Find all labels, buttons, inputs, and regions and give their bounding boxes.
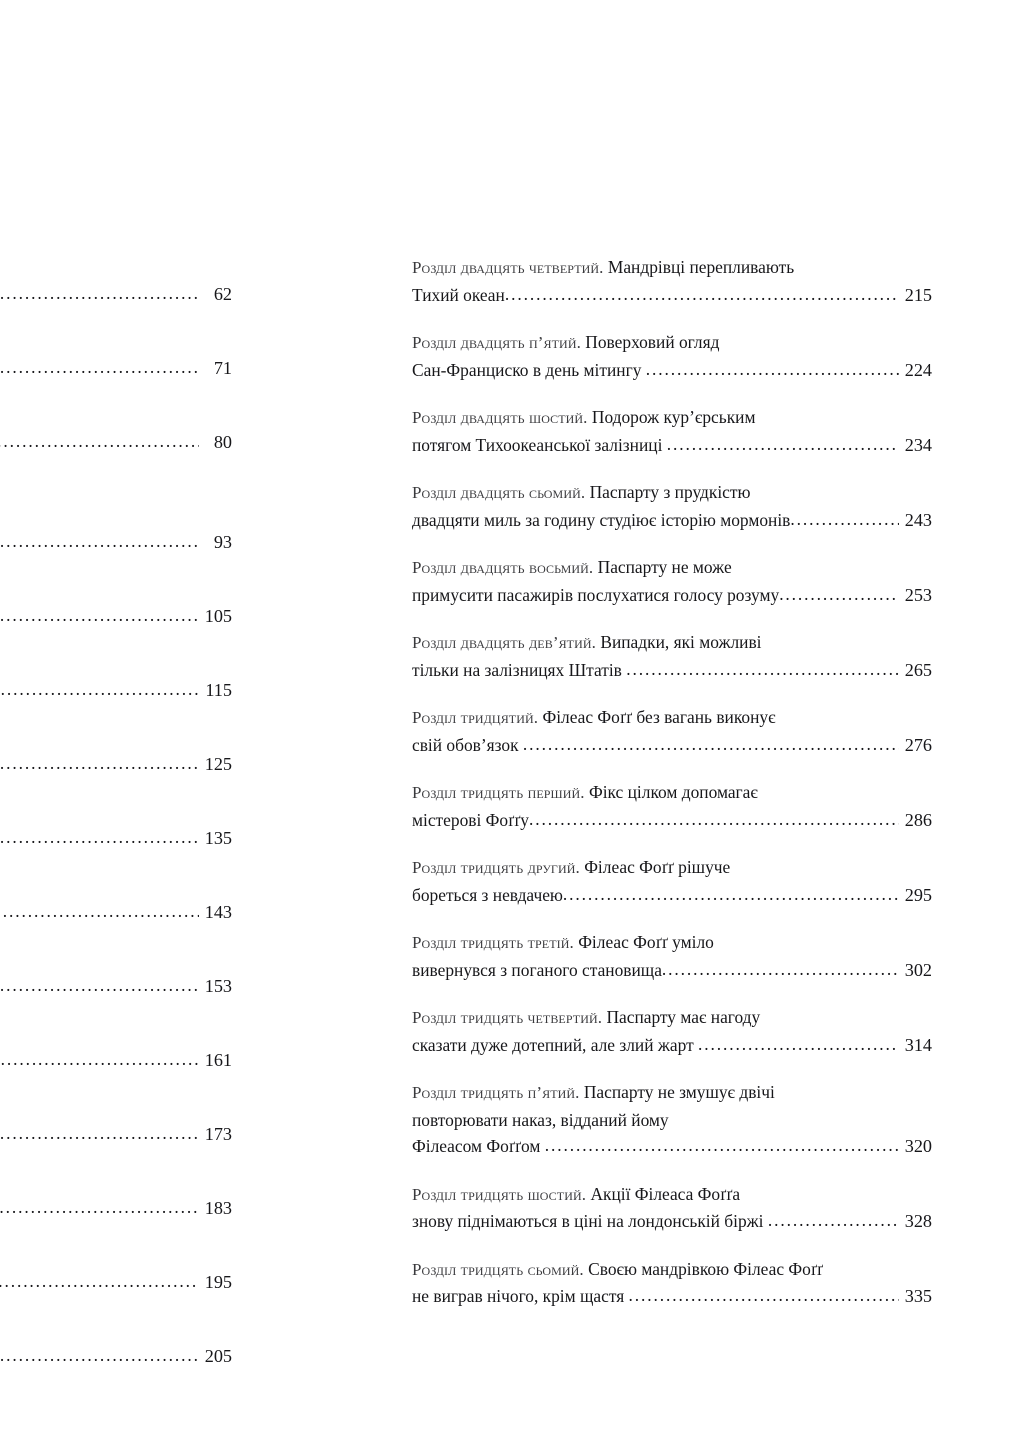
chapter-title: Філеас Фоґґ уміло xyxy=(573,932,714,952)
toc-entry-text xyxy=(0,476,232,529)
chapter-title-tail: знову піднімаються в ціні на лондонській біржі xyxy=(412,1211,768,1231)
toc-page-number: 183 xyxy=(204,1198,232,1218)
toc-entry-heading xyxy=(412,1256,932,1284)
toc-page-number: 153 xyxy=(204,976,232,996)
toc-leader-line xyxy=(0,1343,232,1370)
chapter-label: Розділ двадцять четвертий. xyxy=(412,258,604,277)
toc-leader-line xyxy=(0,529,232,556)
dot-leader xyxy=(0,824,199,851)
toc-entry-line xyxy=(0,1169,232,1196)
toc-page-number: 105 xyxy=(204,606,232,626)
toc-page-number: 320 xyxy=(904,1136,932,1156)
toc-entry-heading xyxy=(412,854,932,882)
chapter-title: Паспарту не змушує двічі xyxy=(579,1082,775,1102)
toc-page-number: 253 xyxy=(904,584,932,605)
chapter-title-tail: тільки на залізницях Штатів xyxy=(412,659,627,680)
toc-page-number: 335 xyxy=(904,1286,932,1306)
dot-leader xyxy=(626,656,899,683)
chapter-title-tail: Філеасом Фоґґом xyxy=(412,1136,545,1156)
chapter-title-tail: сказати дуже дотепний, але злий жарт xyxy=(412,1034,699,1055)
toc-entry-heading xyxy=(412,479,932,507)
toc-leader-line xyxy=(412,1283,932,1310)
dot-leader xyxy=(698,1031,899,1058)
toc-entry-heading xyxy=(412,1004,932,1032)
toc-leader-line xyxy=(0,603,232,630)
toc-entry-line xyxy=(0,725,232,752)
dot-leader xyxy=(0,972,199,999)
chapter-title: Поверховий огляд xyxy=(580,332,720,352)
toc-entry-heading xyxy=(412,779,932,807)
chapter-label: Розділ тридцять сьомий. xyxy=(412,1259,584,1279)
toc-entry-line xyxy=(0,254,232,281)
dot-leader xyxy=(0,1046,199,1073)
toc-page-number: 276 xyxy=(904,734,932,755)
toc-entry[interactable] xyxy=(0,1169,232,1222)
dot-leader xyxy=(0,1120,199,1147)
toc-page-number: 302 xyxy=(904,959,932,980)
dot-leader xyxy=(768,1207,899,1234)
chapter-title-tail: вивернувся з поганого становища xyxy=(412,959,662,980)
toc-leader-line xyxy=(0,1195,232,1222)
toc-page-number: 314 xyxy=(904,1034,932,1055)
chapter-title: Паспарту з прудкістю xyxy=(585,482,751,502)
toc-entry-line xyxy=(0,651,232,678)
chapter-label: Розділ тридцять четвертий. xyxy=(412,1008,603,1027)
toc-leader-line xyxy=(0,355,232,382)
toc-page-number: 135 xyxy=(204,828,232,848)
chapter-label: Розділ двадцять шостий. xyxy=(412,408,588,427)
toc-entry-heading xyxy=(412,929,932,957)
dot-leader xyxy=(563,881,899,908)
toc-entry[interactable] xyxy=(0,725,232,778)
dot-leader xyxy=(529,806,899,833)
toc-entry-ch32[interactable] xyxy=(412,854,932,908)
toc-leader-line xyxy=(412,282,932,309)
toc-entry-line xyxy=(0,1021,232,1048)
dot-leader xyxy=(545,1132,899,1159)
chapter-label: Розділ двадцять дев’ятий. xyxy=(412,633,596,652)
toc-leader-line xyxy=(412,1208,932,1235)
toc-entry-line xyxy=(0,503,232,530)
chapter-title-tail: потягом Тихоокеанської залізниці xyxy=(412,434,667,455)
toc-entry-text xyxy=(0,947,232,974)
dot-leader xyxy=(505,281,899,308)
toc-page-number: 328 xyxy=(904,1211,932,1231)
toc-leader-line xyxy=(412,582,932,609)
toc-entry-line xyxy=(0,328,232,355)
toc-entry[interactable] xyxy=(0,873,232,926)
toc-entry-heading xyxy=(412,1079,932,1107)
toc-leader-line xyxy=(0,677,232,704)
toc-entry-line xyxy=(0,1243,232,1270)
toc-entry-text xyxy=(0,577,232,604)
toc-entry[interactable] xyxy=(0,1095,232,1148)
toc-leader-line xyxy=(412,657,932,684)
toc-entry-text xyxy=(0,254,232,281)
dot-leader xyxy=(790,506,899,533)
toc-entry-text xyxy=(0,1169,232,1196)
toc-leader-line xyxy=(0,825,232,852)
toc-entry-heading xyxy=(412,629,932,657)
toc-page-number: 161 xyxy=(204,1050,232,1070)
toc-entry[interactable] xyxy=(0,799,232,852)
toc-entry[interactable] xyxy=(0,328,232,381)
toc-entry-text xyxy=(0,1317,232,1344)
toc-page-number: 93 xyxy=(213,532,232,552)
chapter-title-tail: Сан-Франциско в день мітингу xyxy=(412,359,646,380)
toc-leader-line xyxy=(412,1032,932,1059)
toc-page-number: 173 xyxy=(204,1124,232,1144)
left-toc-list xyxy=(0,254,232,1370)
chapter-label: Розділ тридцять другий. xyxy=(412,858,580,877)
toc-entry[interactable] xyxy=(0,1243,232,1296)
toc-leader-line xyxy=(412,957,932,984)
toc-entry[interactable] xyxy=(0,402,232,455)
right-toc-list xyxy=(412,254,932,1310)
toc-entry-heading xyxy=(412,404,932,432)
toc-page-number: 71 xyxy=(213,357,232,378)
toc-entry-text xyxy=(0,1021,232,1048)
dot-leader xyxy=(0,1342,199,1369)
chapter-title-tail: примусити пасажирів послухатися голосу розуму xyxy=(412,584,780,605)
chapter-title: Філеас Фоґґ без вагань виконує xyxy=(538,707,776,727)
chapter-title-tail: бореться з невдачею xyxy=(412,884,563,905)
toc-entry-heading xyxy=(412,704,932,732)
toc-entry-line xyxy=(0,947,232,974)
chapter-title: Паспарту має нагоду xyxy=(602,1007,761,1027)
toc-page-number: 143 xyxy=(204,902,232,922)
left-page-clipped xyxy=(0,0,232,1440)
dot-leader xyxy=(0,676,199,703)
toc-entry-ch28[interactable] xyxy=(412,554,932,608)
toc-entry-ch27[interactable] xyxy=(412,479,932,533)
toc-entry-ch29[interactable] xyxy=(412,629,932,683)
toc-page-number: 243 xyxy=(904,509,932,530)
dot-leader xyxy=(667,431,899,458)
dot-leader xyxy=(0,428,199,455)
chapter-label: Розділ двадцять восьмий. xyxy=(412,558,594,577)
toc-leader-line xyxy=(0,1047,232,1074)
toc-page-number: 224 xyxy=(904,359,932,380)
toc-leader-line xyxy=(412,1133,932,1160)
toc-entry[interactable] xyxy=(0,577,232,630)
toc-leader-line xyxy=(412,357,932,384)
toc-entry[interactable] xyxy=(0,1021,232,1074)
toc-entry[interactable] xyxy=(0,947,232,1000)
chapter-label: Розділ двадцять п’ятий. xyxy=(412,333,581,352)
dot-leader xyxy=(0,602,199,629)
toc-entry-text xyxy=(0,799,232,826)
toc-entry[interactable] xyxy=(0,1317,232,1370)
toc-leader-line xyxy=(412,732,932,759)
toc-entry[interactable] xyxy=(0,254,232,307)
toc-entry-text xyxy=(0,402,232,429)
toc-page-number: 195 xyxy=(204,1272,232,1292)
dot-leader xyxy=(779,581,899,608)
chapter-title-line: повторювати наказ, відданий йому xyxy=(412,1109,669,1130)
toc-page-number: 286 xyxy=(904,809,932,830)
chapter-label: Розділ тридцять шостий. xyxy=(412,1184,587,1204)
toc-page-number: 265 xyxy=(904,659,932,680)
dot-leader xyxy=(646,356,899,383)
dot-leader xyxy=(662,956,899,983)
dot-leader xyxy=(0,750,199,777)
toc-leader-line xyxy=(0,1269,232,1296)
chapter-title: Своєю мандрівкою Філеас Фоґґ xyxy=(583,1258,824,1279)
toc-page-number: 234 xyxy=(904,434,932,455)
toc-entry-line xyxy=(0,1095,232,1122)
chapter-title: Філеас Фоґґ рішуче xyxy=(579,857,731,877)
dot-leader xyxy=(0,280,199,307)
toc-page-number: 62 xyxy=(213,283,232,304)
toc-entry-text xyxy=(0,1095,232,1122)
toc-entry-heading xyxy=(412,254,932,282)
chapter-title: Акції Філеаса Фоґґа xyxy=(586,1183,741,1204)
dot-leader xyxy=(0,528,199,555)
chapter-title: Подорож кур’єрським xyxy=(587,407,756,427)
toc-leader-line xyxy=(0,429,232,456)
toc-leader-line xyxy=(0,1121,232,1148)
toc-leader-line xyxy=(0,751,232,778)
toc-entry[interactable] xyxy=(0,476,232,556)
chapter-title: Паспарту не може xyxy=(593,557,732,577)
chapter-title-tail: Тихий океан xyxy=(412,284,505,305)
toc-page-number: 80 xyxy=(213,431,232,452)
chapter-label: Розділ тридцять третій. xyxy=(412,933,574,952)
toc-entry-line xyxy=(0,873,232,900)
toc-leader-line xyxy=(0,899,232,926)
toc-leader-line xyxy=(412,507,932,534)
chapter-title: Мандрівці перепливають xyxy=(603,257,795,277)
toc-entry-heading xyxy=(412,554,932,582)
toc-leader-line xyxy=(412,882,932,909)
toc-entry-line xyxy=(0,1317,232,1344)
toc-entry-text xyxy=(0,651,232,678)
chapter-title-tail: містерові Фоґґу xyxy=(412,809,529,830)
toc-page-number: 115 xyxy=(205,680,232,700)
dot-leader xyxy=(0,1268,199,1295)
toc-entry-ch35[interactable] xyxy=(412,1079,932,1160)
toc-entry-heading xyxy=(412,1181,932,1209)
toc-entry-heading xyxy=(412,329,932,357)
chapter-label: Розділ тридцятий. xyxy=(412,708,539,727)
toc-leader-line xyxy=(0,281,232,308)
chapter-title: Випадки, які можливі xyxy=(596,632,762,652)
toc-entry-ch34[interactable] xyxy=(412,1004,932,1058)
toc-entry[interactable] xyxy=(0,651,232,704)
toc-entry-text xyxy=(0,1243,232,1270)
toc-entry-ch36[interactable] xyxy=(412,1181,932,1235)
dot-leader xyxy=(0,1194,199,1221)
toc-page-number: 215 xyxy=(904,284,932,305)
chapter-title-tail: не виграв нічого, крім щастя xyxy=(412,1286,629,1306)
chapter-title-tail: двадцяти миль за годину студіює історію мормонів xyxy=(412,509,791,530)
chapter-label: Розділ тридцять п’ятий. xyxy=(412,1083,580,1102)
toc-entry-ch30[interactable] xyxy=(412,704,932,758)
toc-entry-ch25[interactable] xyxy=(412,329,932,383)
toc-leader-line xyxy=(412,432,932,459)
toc-entry-line xyxy=(0,577,232,604)
toc-entry-text xyxy=(0,873,232,900)
chapter-label: Розділ тридцять перший. xyxy=(412,783,585,802)
toc-entry-ch33[interactable] xyxy=(412,929,932,983)
toc-entry-text xyxy=(0,725,232,752)
dot-leader xyxy=(0,354,199,381)
toc-leader-line xyxy=(412,807,932,834)
toc-entry-ch24[interactable] xyxy=(412,254,932,308)
toc-entry-line xyxy=(0,476,232,503)
dot-leader xyxy=(0,898,199,925)
toc-leader-line xyxy=(0,973,232,1000)
chapter-label: Розділ двадцять сьомий. xyxy=(412,483,586,502)
toc-entry-line xyxy=(0,799,232,826)
toc-entry-ch37[interactable] xyxy=(412,1256,932,1310)
toc-entry-text xyxy=(0,328,232,355)
toc-page-number: 295 xyxy=(904,884,932,905)
chapter-title: Фікс цілком допомагає xyxy=(584,782,758,802)
toc-page-number: 205 xyxy=(204,1346,232,1366)
chapter-title-tail: свій обов’язок xyxy=(412,734,523,755)
toc-entry-ch31[interactable] xyxy=(412,779,932,833)
dot-leader xyxy=(629,1282,899,1309)
dot-leader xyxy=(523,731,899,758)
toc-entry-line xyxy=(0,402,232,429)
toc-entry-ch26[interactable] xyxy=(412,404,932,458)
toc-page-number: 125 xyxy=(204,754,232,774)
